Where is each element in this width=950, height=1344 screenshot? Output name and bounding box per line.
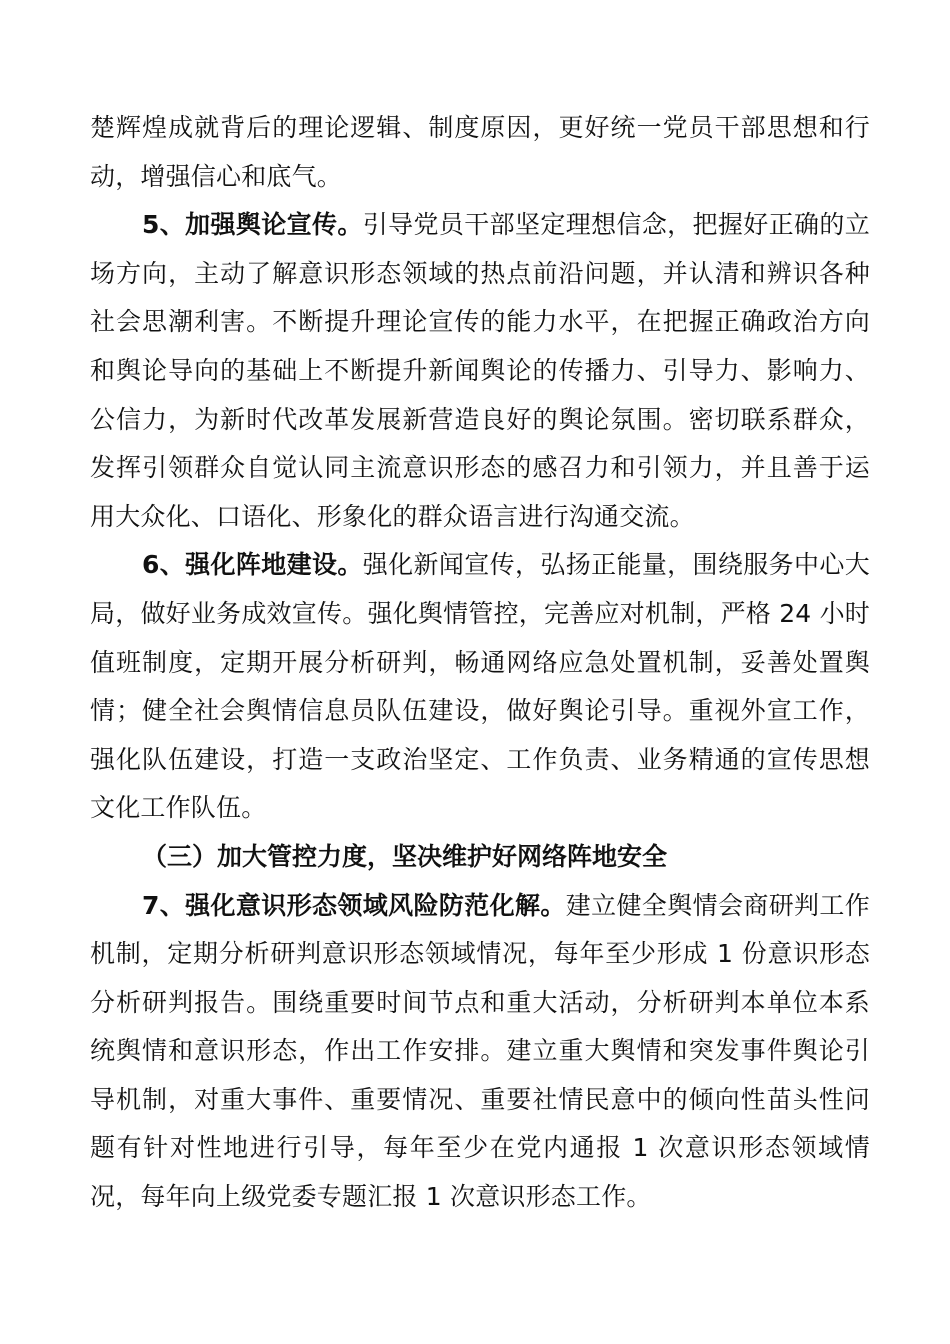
document-page (90, 104, 870, 1222)
item-7-text: 建立健全舆情会商研判工作机制，定期分析研判意识形态领域情况，每年至少形成 1 份意识形态分析研判报告。围绕重要时间节点和重大活动，分析研判本单位本系统舆情和意识形态，作出工作安排。建立重大舆情和突发事件舆论引导机制，对重大事件、重要情况、重要社情民意中的倾向性苗头性问题有针对性地进行引导，每年至少在党内通报 1 次意识形态领域情况，每年向上级党委专题汇报 1 次意识形态工作。 (90, 890, 871, 1212)
item-6-lead: 6、强化阵地建设。 (142, 550, 363, 580)
paragraph-item-5 (90, 201, 870, 541)
paragraph-item-7 (90, 882, 870, 1222)
item-5-text: 引导党员干部坚定理想信念，把握好正确的立场方向，主动了解意识形态领域的热点前沿问题，并认清和辨识各种社会思潮利害。不断提升理论宣传的能力水平，在把握正确政治方向和舆论导向的基础上不断提升新闻舆论的传播力、引导力、影响力、公信力，为新时代改革发展新营造良好的舆论氛围。密切联系群众，发挥引领群众自觉认同主流意识形态的感召力和引领力，并且善于运用大众化、口语化、形象化的群众语言进行沟通交流。 (90, 210, 870, 531)
paragraph-text: 楚辉煌成就背后的理论逻辑、制度原因，更好统一党员干部思想和行动，增强信心和底气。 (90, 113, 870, 191)
item-5-lead: 5、加强舆论宣传。 (142, 210, 363, 240)
paragraph-continuation (90, 104, 870, 201)
item-7-lead: 7、强化意识形态领域风险防范化解。 (142, 890, 566, 920)
paragraph-item-6 (90, 541, 870, 833)
section-heading-3: （三）加大管控力度，坚决维护好网络阵地安全 (142, 841, 668, 871)
item-6-text: 强化新闻宣传，弘扬正能量，围绕服务中心大局，做好业务成效宣传。强化舆情管控，完善应对机制，严格 24 小时值班制度，定期开展分析研判，畅通网络应急处置机制，妥善处置舆情；健全社会舆情信息员队伍建设，做好舆论引导。重视外宣工作，强化队伍建设，打造一支政治坚定、工作负责、业务精通的宣传思想文化工作队伍。 (90, 550, 870, 823)
